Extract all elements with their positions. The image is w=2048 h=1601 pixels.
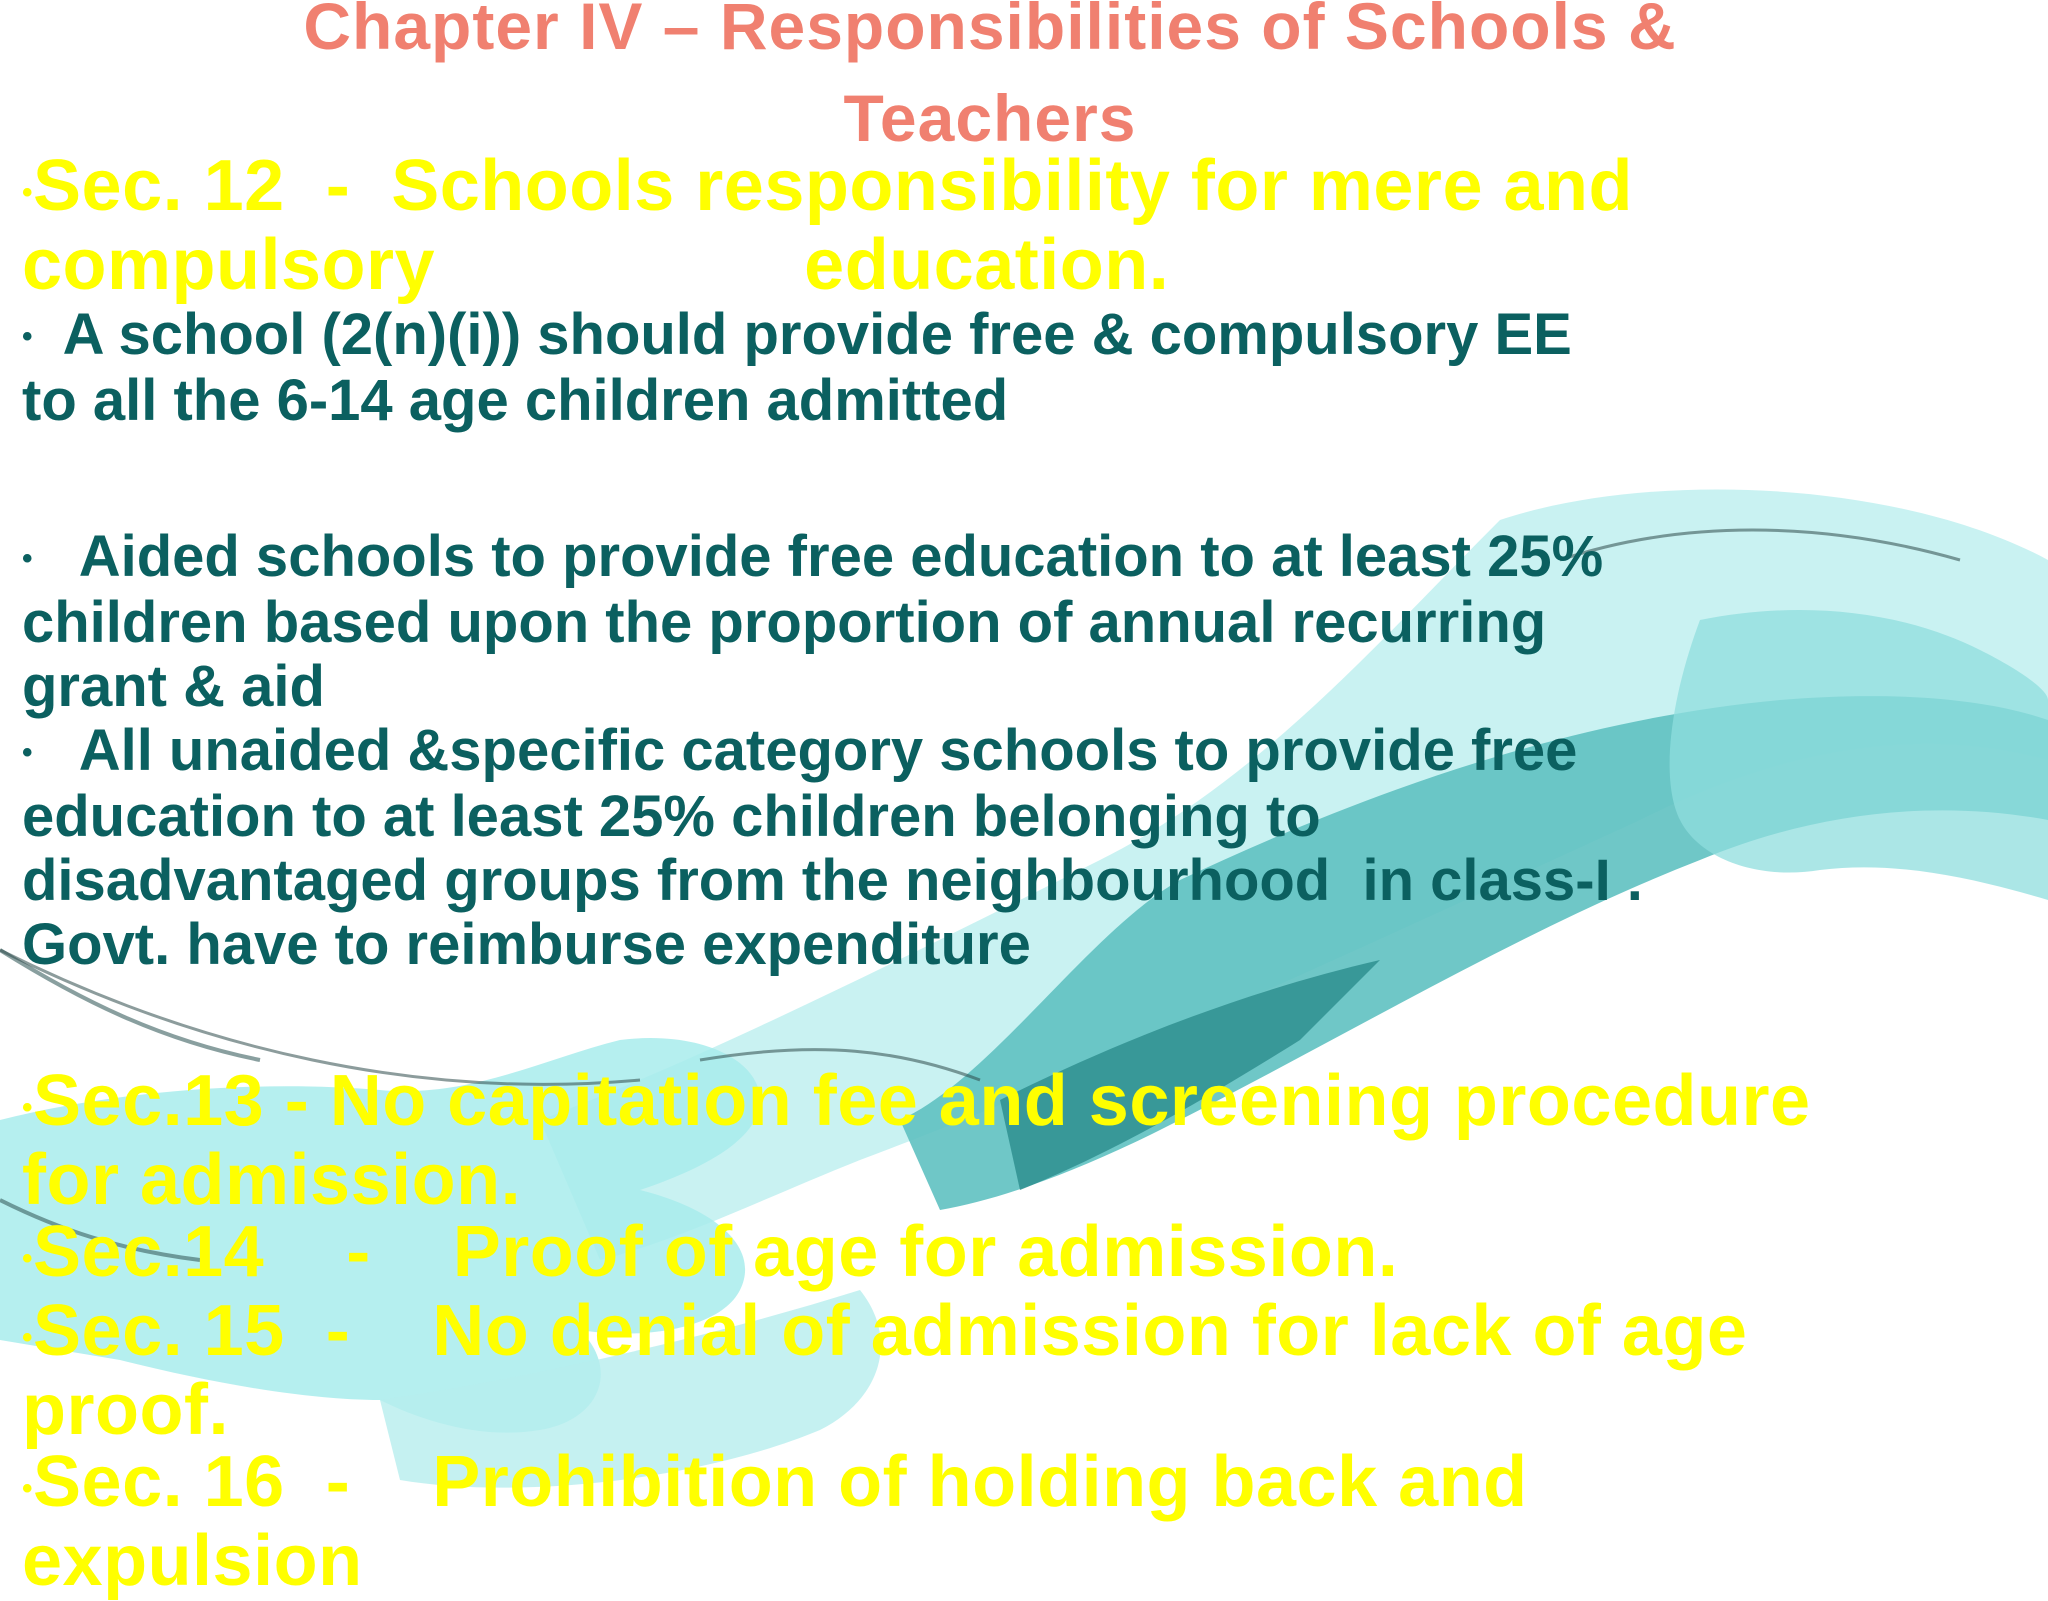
bullet-icon: • xyxy=(22,1321,34,1354)
point-3-line-4: Govt. have to reimburse expenditure xyxy=(22,912,1031,977)
section-15 xyxy=(22,1291,2022,1450)
point-unaided-schools xyxy=(22,719,2022,977)
point-3-line-2: education to at least 25% children belonging to xyxy=(22,784,1321,849)
section-12 xyxy=(22,146,2022,305)
bullet-icon: • xyxy=(22,1242,34,1275)
point-3-line-3: disadvantaged groups from the neighbourhood in class-I . xyxy=(22,848,1643,913)
point-2-line-3: grant & aid xyxy=(22,654,325,719)
point-3-line-1: All unaided &specific category schools to provide free xyxy=(32,718,1578,783)
section-13-line-2: for admission. xyxy=(22,1140,522,1220)
point-1-line-2: to all the 6-14 age children admitted xyxy=(22,368,1009,433)
bullet-icon: • xyxy=(22,542,33,575)
section-16 xyxy=(22,1442,2022,1601)
slide-title xyxy=(120,0,1860,164)
section-16-line-1: Sec. 16 - Prohibition of holding back and xyxy=(33,1442,1528,1522)
section-12-line-1: Sec. 12 - Schools responsibility for mere and xyxy=(33,146,1633,226)
spacer xyxy=(22,433,2022,499)
section-12-line-2: compulsory education. xyxy=(22,225,1170,305)
section-13 xyxy=(22,1061,2022,1220)
bullet-icon: • xyxy=(22,1091,34,1124)
title-line-2: Teachers xyxy=(843,81,1137,155)
section-16-line-2: expulsion xyxy=(22,1521,363,1601)
bullet-icon: • xyxy=(22,320,33,353)
slide-content xyxy=(22,146,2022,1601)
point-2-line-2: children based upon the proportion of annual recurring xyxy=(22,590,1547,655)
bullet-icon: • xyxy=(22,1472,34,1505)
bullet-icon: • xyxy=(22,176,34,209)
section-14 xyxy=(22,1212,2022,1295)
title-line-1: Chapter IV – Responsibilities of Schools & xyxy=(303,0,1677,63)
section-15-line-1: Sec. 15 - No denial of admission for lack of age xyxy=(33,1291,1748,1371)
bullet-icon: • xyxy=(22,736,33,769)
point-school-provide xyxy=(22,303,2022,433)
section-13-line-1: Sec.13 - No capitation fee and screening procedure xyxy=(33,1061,1811,1141)
section-15-line-2: proof. xyxy=(22,1370,229,1450)
section-14-line-1: Sec.14 - Proof of age for admission. xyxy=(33,1212,1399,1292)
point-aided-schools xyxy=(22,525,2022,719)
point-2-line-1: Aided schools to provide free education to at least 25% xyxy=(32,524,1604,589)
point-1-line-1: A school (2(n)(i)) should provide free & compulsory EE xyxy=(32,302,1572,367)
